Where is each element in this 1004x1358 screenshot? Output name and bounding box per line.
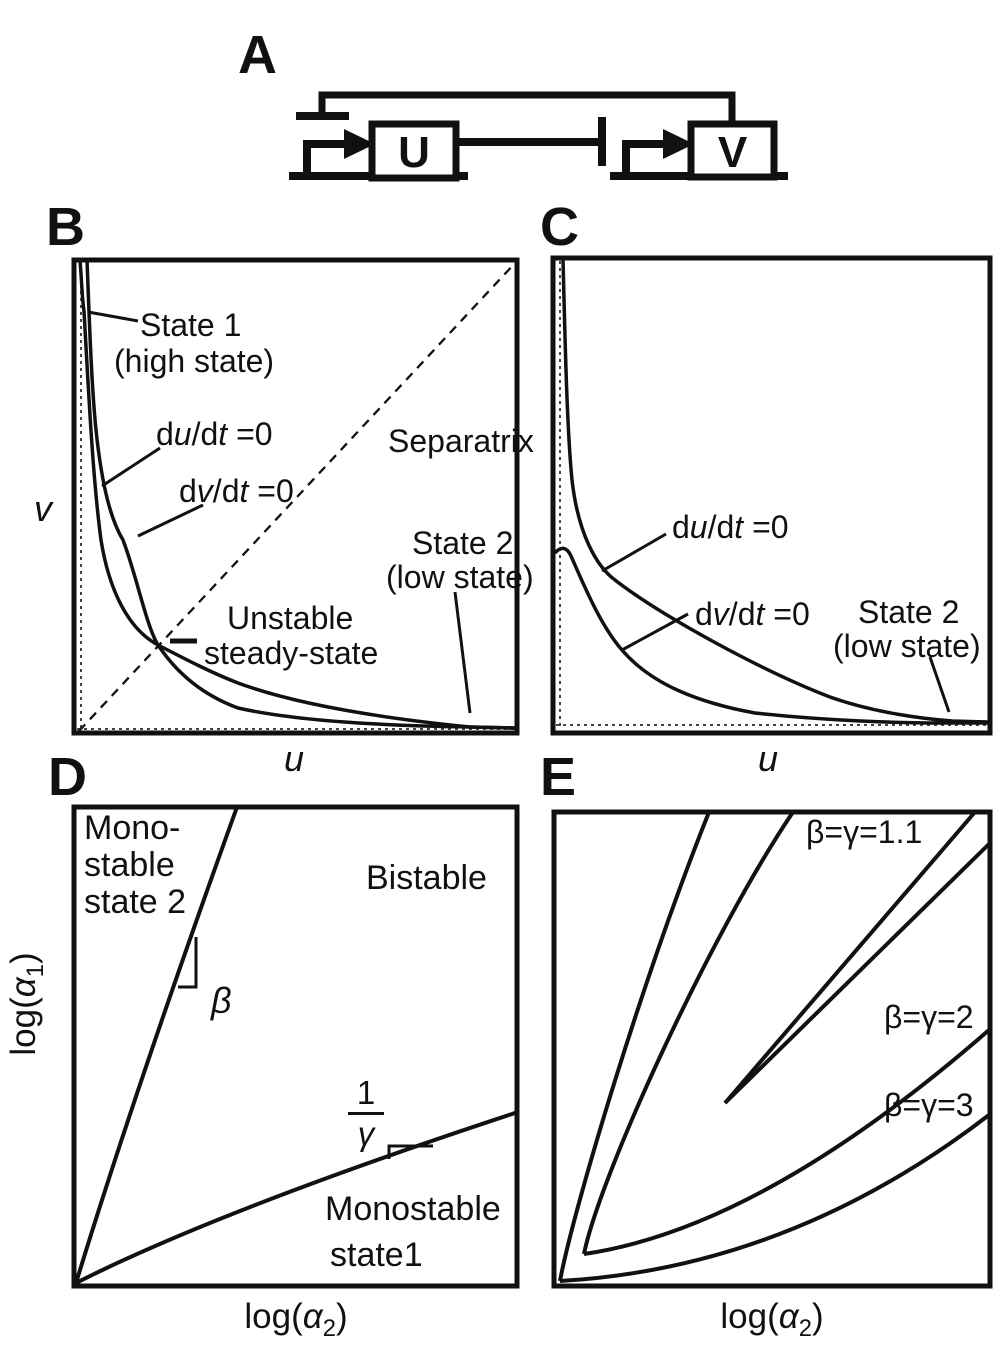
panel-c-dv-leader-line xyxy=(622,614,688,650)
monostable-state2-region-label-line3: state 2 xyxy=(84,883,187,921)
panel-e-letter: E xyxy=(540,747,577,807)
du-label-var: t xyxy=(218,416,228,452)
separatrix-label: Separatrix xyxy=(388,423,534,459)
panel-b-letter: B xyxy=(46,197,85,257)
panel-c-state2-sublabel: (low state) xyxy=(833,628,981,664)
dv-label-part: d xyxy=(179,473,197,509)
panel-c-state2-leader-line xyxy=(930,657,949,712)
panel-b-dv-leader-line xyxy=(138,505,203,536)
beta-gamma-1.1-label: β=γ=1.1 xyxy=(806,814,923,850)
state1-leader-line xyxy=(88,312,138,321)
panel-c-dv-nullcline-label xyxy=(695,597,810,632)
log-label-part: ) xyxy=(811,1297,824,1336)
state1-sublabel: (high state) xyxy=(114,343,275,379)
state1-label: State 1 xyxy=(140,307,242,343)
monostable-state2-region-label-line2: stable xyxy=(84,846,175,884)
fraction-denominator: γ xyxy=(357,1115,375,1152)
panel-d-x-axis-label xyxy=(244,1298,347,1342)
one-over-gamma-slope-label xyxy=(348,1076,384,1150)
du-label-part: =0 xyxy=(227,416,273,452)
panel-b-du-nullcline-label xyxy=(156,417,273,452)
beta-gamma-2-lower-line xyxy=(584,1030,989,1254)
beta-gamma-3-upper-line xyxy=(560,812,709,1281)
dv-label-part: =0 xyxy=(248,473,294,509)
du-label-var: u xyxy=(173,416,192,452)
log-label-part: log( xyxy=(244,1297,303,1336)
log-label-part: log( xyxy=(4,997,44,1056)
panel-c-du-nullcline-label xyxy=(672,510,789,545)
unstable-label-line2: steady-state xyxy=(204,635,379,671)
log-label-part: log( xyxy=(720,1297,779,1336)
du-label-part: d xyxy=(672,509,690,545)
panel-e-x-axis-label xyxy=(720,1298,823,1342)
panel-b-dv-nullcline-label xyxy=(179,474,294,509)
du-label-part: /d xyxy=(707,509,735,545)
panel-b-state2-label: State 2 xyxy=(412,525,514,561)
du-label-part: d xyxy=(156,416,174,452)
alpha-symbol: α xyxy=(302,1297,323,1336)
panel-a-letter: A xyxy=(238,25,277,85)
dv-label-part: /d xyxy=(728,596,756,632)
bistable-region-label: Bistable xyxy=(366,859,487,897)
dv-label-part: =0 xyxy=(764,596,810,632)
beta-slope-label: β xyxy=(211,980,232,1021)
panel-c-du-leader-line xyxy=(602,534,666,571)
panel-b-y-axis-label: v xyxy=(34,488,52,529)
beta-gamma-2-label: β=γ=2 xyxy=(884,999,974,1035)
panel-b-state2-sublabel: (low state) xyxy=(386,559,534,595)
panel-b-du-leader-line xyxy=(102,448,160,486)
dv-label-var: v xyxy=(712,596,729,632)
monostable-state2-region-label-line1: Mono- xyxy=(84,809,181,847)
du-label-var: t xyxy=(734,509,744,545)
beta-gamma-2-upper-line xyxy=(584,812,793,1254)
gene-v-name: V xyxy=(717,128,748,177)
panel-d-y-axis-label xyxy=(5,952,49,1055)
panel-b-state2-leader-line xyxy=(455,592,470,713)
log-label-subscript: 2 xyxy=(322,1315,336,1342)
log-label-subscript: 2 xyxy=(798,1315,812,1342)
dv-label-part: /d xyxy=(212,473,240,509)
log-label-part: ) xyxy=(335,1297,348,1336)
gene-u-name: U xyxy=(398,128,430,177)
panel-c-letter: C xyxy=(540,197,579,257)
panel-b-x-axis-label: u xyxy=(283,738,305,779)
panel-c-state2-label: State 2 xyxy=(858,594,960,630)
beta-gamma-3-label: β=γ=3 xyxy=(884,1087,974,1123)
dv-label-var: t xyxy=(755,596,765,632)
unstable-label-line1: Unstable xyxy=(227,600,354,636)
panel-d-letter: D xyxy=(48,747,87,807)
du-label-part: =0 xyxy=(743,509,789,545)
du-label-part: /d xyxy=(191,416,219,452)
panel-c-x-axis-label: u xyxy=(757,738,779,779)
dv-label-var: v xyxy=(196,473,213,509)
log-label-part: ) xyxy=(4,952,44,965)
monostable-state1-region-label-line1: Monostable xyxy=(325,1190,501,1228)
dv-label-var: t xyxy=(239,473,249,509)
du-label-var: u xyxy=(689,509,708,545)
beta-gamma-1.1-upper-line xyxy=(725,812,975,1103)
monostable-state1-region-label-line2: state1 xyxy=(330,1236,423,1274)
alpha-symbol: α xyxy=(4,977,44,998)
log-label-subscript: 1 xyxy=(22,964,50,978)
fraction-numerator: 1 xyxy=(356,1074,376,1111)
dv-label-part: d xyxy=(695,596,713,632)
alpha-symbol: α xyxy=(778,1297,799,1336)
